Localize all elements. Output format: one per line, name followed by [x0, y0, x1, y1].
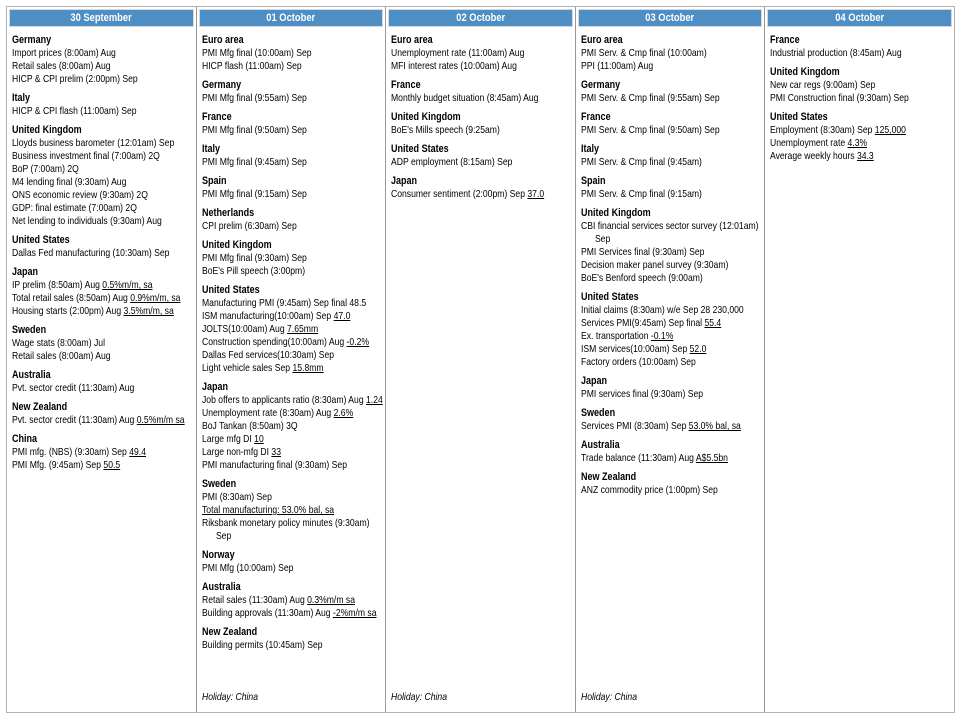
event-item — [12, 350, 159, 363]
event-item — [12, 215, 162, 228]
event-value: 1.24 — [365, 394, 383, 406]
event-item — [581, 484, 728, 497]
country-group — [581, 291, 761, 369]
event-text: CPI prelim (6:30am) Sep — [201, 220, 297, 232]
event-item — [202, 156, 349, 169]
event-item — [202, 446, 349, 459]
column-body — [386, 29, 575, 691]
country-group — [202, 175, 382, 201]
event-text: MFI interest rates (10:00am) Aug — [391, 60, 518, 72]
country-name: Euro area — [391, 34, 433, 46]
country-group — [202, 143, 382, 169]
event-item — [12, 47, 159, 60]
event-item — [12, 189, 159, 202]
country-name: Japan — [391, 175, 418, 187]
event-value: 3.5%m/m, sa — [123, 305, 174, 317]
column-date-header — [388, 9, 573, 27]
event-item — [201, 394, 383, 407]
event-text: PMI Mfg final (9:50am) Sep — [201, 124, 307, 136]
country-name: Euro area — [580, 34, 623, 46]
day-column — [575, 7, 765, 712]
country-group — [12, 234, 192, 260]
event-value: 37.0 — [527, 188, 545, 200]
event-text: ISM manufacturing(10:00am) Sep — [201, 310, 334, 322]
event-value: 49.4 — [129, 446, 146, 458]
event-item — [770, 79, 917, 92]
country-name: China — [12, 433, 38, 445]
event-text: Manufacturing PMI (9:45am) Sep final 48.5 — [201, 297, 366, 309]
country-name: Italy — [201, 143, 220, 155]
event-text: Average weekly hours — [770, 150, 858, 162]
event-text: Net lending to individuals (9:30am) Aug — [12, 215, 162, 227]
event-item — [12, 305, 174, 318]
event-item — [202, 459, 349, 472]
country-name: Sweden — [12, 324, 47, 336]
country-group — [12, 124, 192, 228]
country-group — [12, 401, 192, 427]
event-item — [770, 92, 917, 105]
event-text: Pvt. sector credit (11:30am) Aug — [12, 382, 135, 394]
column-date-label: 02 October — [456, 12, 505, 24]
event-item — [202, 60, 349, 73]
day-column — [385, 7, 575, 712]
event-text: PMI Services final (9:30am) Sep — [580, 246, 705, 258]
column-date-label: 04 October — [835, 12, 885, 24]
country-name: United Kingdom — [12, 124, 82, 136]
country-group — [12, 433, 192, 472]
event-item — [201, 594, 355, 607]
event-item — [202, 639, 349, 652]
event-item — [581, 233, 728, 246]
country-group — [391, 175, 571, 201]
event-value: 47.0 — [333, 310, 350, 322]
event-text: ONS economic review (9:30am) 2Q — [12, 189, 148, 201]
event-text: Dallas Fed manufacturing (10:30am) Sep — [12, 247, 170, 259]
event-item — [581, 188, 728, 201]
column-date-header — [578, 9, 763, 27]
country-name: New Zealand — [12, 401, 68, 413]
event-text: Business investment final (7:00am) 2Q — [12, 150, 160, 162]
country-group — [581, 79, 761, 105]
country-group — [581, 207, 761, 285]
event-item — [12, 446, 159, 459]
event-text: PMI Mfg final (9:45am) Sep — [201, 156, 307, 168]
event-text: Job offers to applicants ratio (8:30am) Aug — [201, 394, 366, 406]
holiday-note: Holiday: China — [201, 691, 258, 703]
event-text: BoP (7:00am) 2Q — [12, 163, 79, 175]
event-value: Total manufacturing: 53.0% bal, sa — [201, 504, 334, 516]
day-column — [7, 7, 196, 712]
event-text: BoE's Pill speech (3:00pm) — [201, 265, 305, 277]
event-item — [580, 420, 741, 433]
event-text: Large mfg DI — [201, 433, 254, 445]
event-text: PMI Serv. & Cmp final (9:50am) Sep — [580, 124, 720, 136]
event-text: Retail sales (11:30am) Aug — [201, 594, 307, 606]
event-text: Trade balance (11:30am) Aug — [580, 452, 696, 464]
event-text: ISM services(10:00am) Sep — [580, 343, 690, 355]
column-date-header — [767, 9, 952, 27]
event-text: M4 lending final (9:30am) Aug — [12, 176, 127, 188]
event-value: 0.5%m/m, sa — [102, 279, 153, 291]
event-text: Retail sales (8:00am) Aug — [12, 350, 111, 362]
country-name: Australia — [201, 581, 241, 593]
event-text: Import prices (8:00am) Aug — [12, 47, 116, 59]
event-value: 15.8mm — [292, 362, 324, 374]
country-name: Spain — [580, 175, 606, 187]
event-value: -0.1% — [650, 330, 674, 342]
country-name: United States — [201, 284, 260, 296]
country-group — [12, 34, 192, 86]
column-date-header — [9, 9, 194, 27]
event-text: Building permits (10:45am) Sep — [201, 639, 323, 651]
event-value: 2.6% — [333, 407, 353, 419]
event-value: 7.65mm — [286, 323, 318, 335]
event-text: PMI Serv. & Cmp final (9:55am) Sep — [580, 92, 720, 104]
column-body — [576, 29, 765, 691]
event-text: BoE's Benford speech (9:00am) — [580, 272, 703, 284]
event-text: Pvt. sector credit (11:30am) Aug — [12, 414, 137, 426]
event-item — [202, 491, 349, 504]
country-name: France — [391, 79, 421, 91]
event-item — [770, 47, 917, 60]
country-name: Germany — [201, 79, 241, 91]
event-text: PMI (8:30am) Sep — [201, 491, 272, 503]
country-name: Japan — [580, 375, 607, 387]
country-group — [202, 581, 382, 620]
event-text: IP prelim (8:50am) Aug — [12, 279, 103, 291]
event-item — [202, 310, 349, 323]
event-text: Monthly budget situation (8:45am) Aug — [391, 92, 539, 104]
country-group — [202, 34, 382, 73]
country-group — [12, 92, 192, 118]
event-item — [202, 124, 349, 137]
day-column — [196, 7, 386, 712]
country-group — [581, 175, 761, 201]
event-text: Dallas Fed services(10:30am) Sep — [201, 349, 334, 361]
country-group — [581, 375, 761, 401]
event-item — [770, 124, 917, 137]
event-text: PMI Mfg final (9:55am) Sep — [201, 92, 307, 104]
country-group — [581, 439, 761, 465]
event-item — [12, 247, 170, 260]
event-text: Employment (8:30am) Sep — [770, 124, 876, 136]
event-value: -2%m/m sa — [332, 607, 377, 619]
event-text: BoE's Mills speech (9:25am) — [391, 124, 501, 136]
country-name: Germany — [580, 79, 620, 91]
event-item — [201, 517, 370, 530]
event-text: PMI manufacturing final (9:30am) Sep — [201, 459, 347, 471]
event-value: 0.9%m/m, sa — [130, 292, 181, 304]
country-group — [202, 207, 382, 233]
event-text: PMI Mfg final (9:15am) Sep — [201, 188, 307, 200]
event-text: GDP: final estimate (7:00am) 2Q — [12, 202, 137, 214]
country-name: Italy — [12, 92, 31, 104]
country-name: France — [201, 111, 232, 123]
country-name: United States — [770, 111, 829, 123]
event-item — [12, 73, 159, 86]
event-value: 50.5 — [103, 459, 121, 471]
event-text: JOLTS(10:00am) Aug — [201, 323, 287, 335]
event-value: 4.3% — [847, 137, 868, 149]
country-group — [202, 239, 382, 278]
event-item — [202, 47, 349, 60]
event-text: Factory orders (10:00am) Sep — [580, 356, 696, 368]
event-text: Industrial production (8:45am) Aug — [770, 47, 902, 59]
country-name: Japan — [201, 381, 228, 393]
event-text: HICP & CPI flash (11:00am) Sep — [12, 105, 137, 117]
event-item — [770, 137, 917, 150]
country-group — [391, 143, 571, 169]
country-group — [581, 34, 761, 73]
event-item — [581, 60, 728, 73]
event-item — [202, 349, 349, 362]
country-group — [12, 369, 192, 395]
event-item — [391, 60, 538, 73]
event-text: ANZ commodity price (1:00pm) Sep — [580, 484, 718, 496]
event-item — [202, 323, 349, 336]
country-name: Netherlands — [201, 207, 254, 219]
country-name: United States — [12, 234, 70, 246]
event-item — [581, 452, 728, 465]
event-text: Riksbank monetary policy minutes (9:30am) — [201, 517, 370, 529]
event-item — [12, 150, 159, 163]
event-text: Unemployment rate (8:30am) Aug — [201, 407, 334, 419]
event-item — [12, 279, 159, 292]
country-name: Italy — [580, 143, 599, 155]
event-item — [580, 304, 744, 317]
event-item — [12, 292, 181, 305]
event-item — [391, 156, 538, 169]
event-text: Large non-mfg DI — [201, 446, 271, 458]
country-group — [202, 381, 382, 472]
event-text: Construction spending(10:00am) Aug — [201, 336, 347, 348]
event-text: Consumer sentiment (2:00pm) Sep — [391, 188, 528, 200]
event-text: PMI Serv. & Cmp final (10:00am) — [580, 47, 707, 59]
country-name: France — [580, 111, 611, 123]
event-text: Sep — [594, 233, 611, 245]
event-text: PMI Construction final (9:30am) Sep — [770, 92, 910, 104]
event-text: PMI Mfg final (10:00am) Sep — [201, 47, 312, 59]
holiday-note: Holiday: China — [580, 691, 637, 703]
event-item — [201, 607, 377, 620]
holiday-note: Holiday: China — [391, 691, 448, 703]
column-date-label: 03 October — [645, 12, 695, 24]
event-item — [12, 105, 159, 118]
event-text: Unemployment rate — [770, 137, 848, 149]
country-group — [391, 34, 571, 73]
event-text: PMI Serv. & Cmp final (9:45am) — [580, 156, 702, 168]
event-item — [581, 388, 728, 401]
country-name: United Kingdom — [580, 207, 651, 219]
event-value: 0.5%m/m sa — [136, 414, 185, 426]
event-item — [202, 220, 349, 233]
event-value: 55.4 — [704, 317, 722, 329]
event-item — [391, 47, 538, 60]
event-item — [12, 459, 159, 472]
event-value: -0.2% — [346, 336, 369, 348]
country-group — [12, 324, 192, 363]
event-item — [202, 504, 349, 517]
event-text: CBI financial services sector survey (12:01am) — [580, 220, 759, 232]
event-item — [581, 343, 728, 356]
column-date-label: 01 October — [266, 12, 316, 24]
event-item — [770, 150, 917, 163]
event-item — [581, 272, 728, 285]
country-name: New Zealand — [580, 471, 636, 483]
country-group — [581, 407, 761, 433]
event-item — [12, 137, 175, 150]
event-item — [581, 317, 728, 330]
event-text: PMI Serv. & Cmp final (9:15am) — [580, 188, 702, 200]
country-name: Spain — [201, 175, 227, 187]
column-date-header — [199, 9, 384, 27]
event-text: Decision maker panel survey (9:30am) — [580, 259, 729, 271]
event-item — [581, 47, 728, 60]
event-item — [581, 156, 728, 169]
event-text: Lloyds business barometer (12:01am) Sep — [12, 137, 175, 149]
event-item — [12, 202, 159, 215]
country-group — [202, 478, 382, 543]
event-text: Wage stats (8:00am) Jul — [12, 337, 105, 349]
column-body — [765, 29, 954, 712]
country-group — [770, 34, 950, 60]
event-item — [202, 92, 349, 105]
event-item — [12, 176, 159, 189]
country-name: Japan — [12, 266, 39, 278]
event-text: Retail sales (8:00am) Aug — [12, 60, 111, 72]
event-value: 52.0 — [689, 343, 707, 355]
event-item — [391, 92, 538, 105]
event-text: Building approvals (11:30am) Aug — [201, 607, 333, 619]
event-text: PMI services final (9:30am) Sep — [580, 388, 703, 400]
event-value: 0.3%m/m sa — [306, 594, 355, 606]
event-text: Unemployment rate (11:00am) Aug — [391, 47, 525, 59]
country-name: United Kingdom — [391, 111, 461, 123]
country-name: New Zealand — [201, 626, 257, 638]
country-name: United States — [391, 143, 449, 155]
event-item — [202, 433, 349, 446]
event-item — [201, 407, 353, 420]
event-item — [580, 220, 759, 233]
country-name: United Kingdom — [201, 239, 272, 251]
event-text: Services PMI(9:45am) Sep final — [580, 317, 705, 329]
event-text: Housing starts (2:00pm) Aug — [12, 305, 124, 317]
event-item — [581, 246, 728, 259]
event-value: 33 — [270, 446, 281, 458]
event-item — [12, 337, 159, 350]
column-body — [197, 29, 386, 691]
column-date-label: 30 September — [70, 12, 132, 24]
country-group — [391, 79, 571, 105]
country-name: Sweden — [201, 478, 236, 490]
country-group — [202, 111, 382, 137]
country-name: Germany — [12, 34, 52, 46]
event-text: PPI (11:00am) Aug — [580, 60, 653, 72]
event-item — [581, 92, 728, 105]
country-group — [770, 66, 950, 105]
event-item — [581, 356, 728, 369]
event-item — [12, 60, 159, 73]
event-item — [202, 420, 349, 433]
event-item — [12, 414, 185, 427]
column-body — [7, 29, 196, 712]
country-name: Australia — [12, 369, 51, 381]
country-group — [581, 471, 761, 497]
event-text: Light vehicle sales Sep — [201, 362, 293, 374]
event-text: Total retail sales (8:50am) Aug — [12, 292, 131, 304]
event-text: PMI Mfg (10:00am) Sep — [201, 562, 293, 574]
country-group — [581, 143, 761, 169]
event-value: 34.3 — [857, 150, 875, 162]
event-item — [202, 252, 349, 265]
country-group — [12, 266, 192, 318]
event-value: 125,000 — [875, 124, 907, 136]
event-item — [391, 188, 545, 201]
country-name: United States — [580, 291, 639, 303]
event-text: PMI Mfg final (9:30am) Sep — [201, 252, 307, 264]
event-value: 10 — [253, 433, 264, 445]
event-item — [202, 188, 349, 201]
event-text: Sep — [215, 530, 231, 542]
country-group — [202, 79, 382, 105]
event-text: PMI Mfg. (9:45am) Sep — [12, 459, 104, 471]
event-item — [581, 124, 728, 137]
country-group — [581, 111, 761, 137]
event-item — [202, 530, 349, 543]
event-text: Services PMI (8:30am) Sep — [580, 420, 689, 432]
day-column — [764, 7, 954, 712]
country-group — [202, 284, 382, 375]
event-text: BoJ Tankan (8:50am) 3Q — [201, 420, 298, 432]
country-group — [202, 549, 382, 575]
country-name: Sweden — [580, 407, 615, 419]
country-name: France — [770, 34, 800, 46]
event-text: New car regs (9:00am) Sep — [770, 79, 876, 91]
event-text: PMI mfg. (NBS) (9:30am) Sep — [12, 446, 130, 458]
event-text: HICP & CPI prelim (2:00pm) Sep — [12, 73, 138, 85]
country-group — [202, 626, 382, 652]
event-value: 53.0% bal, sa — [688, 420, 741, 432]
event-item — [201, 297, 366, 310]
event-item — [202, 562, 349, 575]
country-name: United Kingdom — [770, 66, 841, 78]
event-item — [581, 259, 728, 272]
event-value: A$5.5bn — [695, 452, 728, 464]
event-item — [12, 382, 159, 395]
event-item — [202, 362, 349, 375]
event-item — [581, 330, 728, 343]
event-text: Initial claims (8:30am) w/e Sep 28 230,000 — [580, 304, 744, 316]
event-item — [202, 265, 349, 278]
country-group — [391, 111, 571, 137]
country-group — [770, 111, 950, 163]
event-text: HICP flash (11:00am) Sep — [201, 60, 302, 72]
economic-calendar-table — [6, 6, 955, 713]
event-text: ADP employment (8:15am) Sep — [391, 156, 513, 168]
country-name: Euro area — [201, 34, 244, 46]
event-text: Ex. transportation — [580, 330, 651, 342]
event-item — [201, 336, 369, 349]
event-item — [391, 124, 538, 137]
country-name: Norway — [201, 549, 235, 561]
country-name: Australia — [580, 439, 620, 451]
event-item — [12, 163, 159, 176]
